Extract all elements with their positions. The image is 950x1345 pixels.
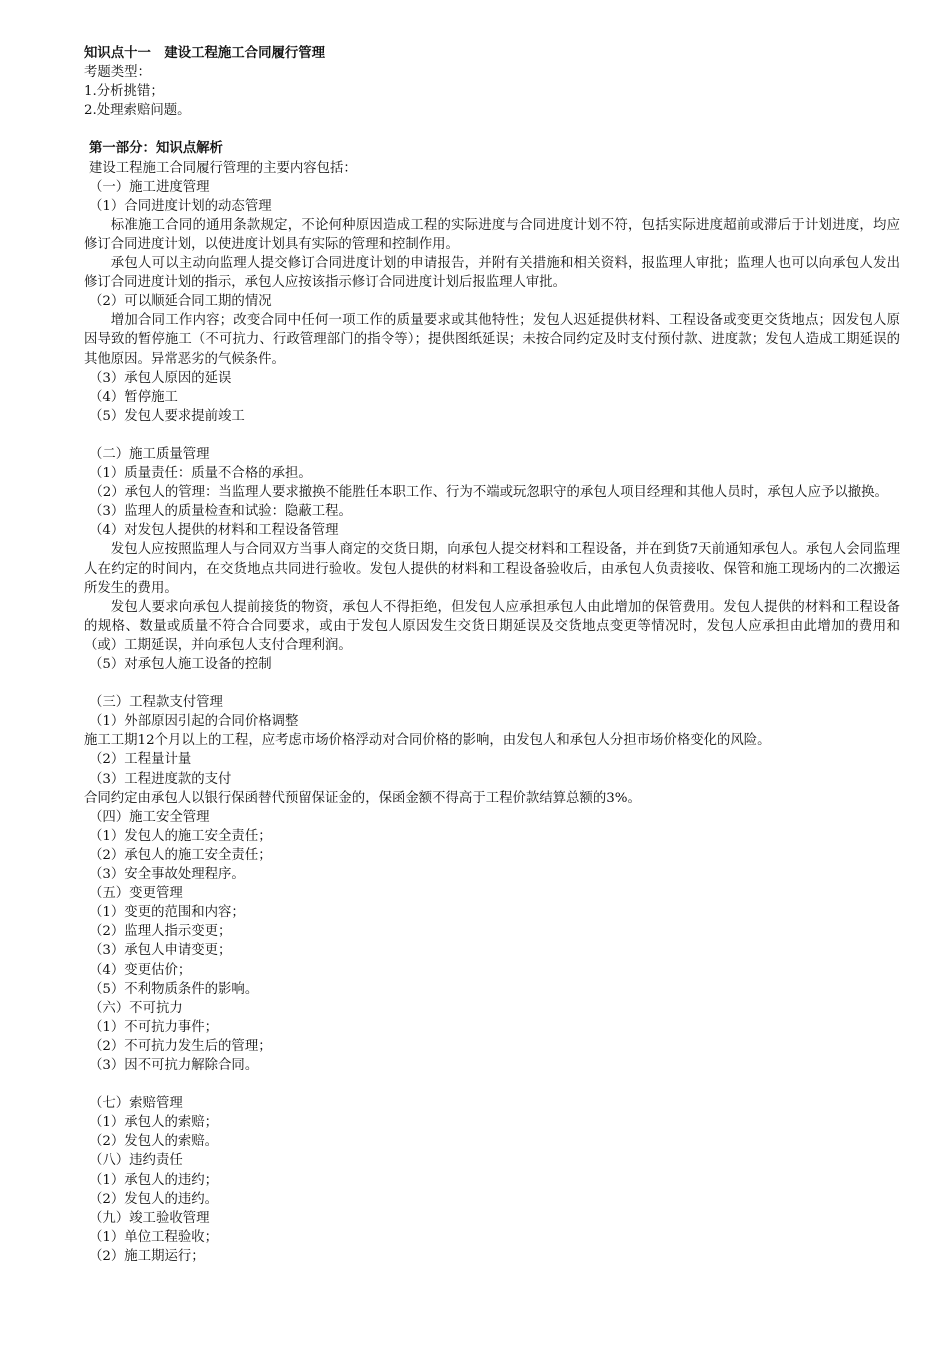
- list-item: （3）因不可抗力解除合同。: [89, 1057, 259, 1073]
- sub-item: （3）工程进度款的支付: [89, 771, 232, 787]
- list-item: （2）承包人的施工安全责任；: [89, 847, 272, 863]
- section-heading: （五）变更管理: [89, 886, 183, 902]
- list-item: （1）不可抗力事件；: [89, 1019, 219, 1035]
- intro-line: 1.分析挑错；: [84, 84, 164, 100]
- spacer: [84, 674, 900, 693]
- list-item: （1）承包人的违约；: [89, 1172, 219, 1188]
- paragraph: 增加合同工作内容；改变合同中任何一项工作的质量要求或其他特性；发包人迟延提供材料、工程设备或变更交货地点；因发包人原因导致的暂停施工（不可抗力、行政管理部门的指令等）；提供图纸延误；未按合同约定及时支付预付款、进度款；发包人造成工期延误的其他原因。异常恶劣的气候条件。: [84, 313, 900, 367]
- section-heading: （二）施工质量管理: [89, 446, 210, 462]
- paragraph: 发包人应按照监理人与合同双方当事人商定的交货日期，向承包人提交材料和工程设备，并在到货7天前通知承包人。承包人会同监理人在约定的时间内，在交货地点共同进行验收。发包人提供的材料和工程设备验收后，由承包人负责接收、保管和施工现场内的二次搬运所发生的费用。: [84, 542, 900, 596]
- intro-line: 考题类型：: [84, 65, 151, 81]
- section-heading: （四）施工安全管理: [89, 809, 210, 825]
- section-heading: （七）索赔管理: [89, 1096, 183, 1112]
- sub-item: （3）监理人的质量检查和试验：隐蔽工程。: [89, 504, 352, 520]
- list-item: （1）发包人的施工安全责任；: [89, 828, 272, 844]
- paragraph: 发包人要求向承包人提前接货的物资，承包人不得拒绝，但发包人应承担承包人由此增加的保管费用。发包人提供的材料和工程设备的规格、数量或质量不符合合同要求，或由于发包人原因发生交货日期延误及交货地点变更等情况时，发包人应承担由此增加的费用和（或）工期延误，并向承包人支付合理利润。: [84, 599, 900, 653]
- list-item: （1）单位工程验收；: [89, 1229, 219, 1245]
- sub-item: （1）外部原因引起的合同价格调整: [89, 714, 299, 730]
- list-item: （1）承包人的索赔；: [89, 1115, 219, 1131]
- sub-item: （4）对发包人提供的材料和工程设备管理: [89, 523, 339, 539]
- paragraph: 承包人可以主动向监理人提交修订合同进度计划的申请报告，并附有关措施和相关资料，报监理人审批；监理人也可以向承包人发出修订合同进度计划的指示，承包人应按该指示修订合同进度计划后报监理人审批。: [84, 256, 900, 291]
- document-page: [84, 44, 900, 1266]
- sub-item: （1）合同进度计划的动态管理: [89, 198, 272, 214]
- body-text: 合同约定由承包人以银行保函替代预留保证金的，保函金额不得高于工程价款结算总额的3%。: [84, 790, 641, 806]
- list-item: （2）不可抗力发生后的管理；: [89, 1038, 272, 1054]
- list-item: （2）发包人的违约。: [89, 1191, 219, 1207]
- spacer: [84, 1075, 900, 1094]
- list-item: （3）安全事故处理程序。: [89, 867, 245, 883]
- part-heading: 第一部分：知识点解析: [89, 140, 223, 157]
- spacer: [84, 426, 900, 445]
- sub-item: （1）质量责任：质量不合格的承担。: [89, 466, 312, 482]
- doc-title: 知识点十一 建设工程施工合同履行管理: [84, 45, 326, 61]
- section-heading: （九）竣工验收管理: [89, 1210, 210, 1226]
- list-item: （2）监理人指示变更；: [89, 924, 232, 940]
- section-heading: （八）违约责任: [89, 1153, 183, 1169]
- list-item: （2）施工期运行；: [89, 1248, 205, 1264]
- list-item: （1）变更的范围和内容；: [89, 905, 245, 921]
- sub-item: （3）承包人原因的延误: [89, 370, 232, 386]
- section-heading: （六）不可抗力: [89, 1000, 183, 1016]
- sub-item: （4）暂停施工: [89, 389, 178, 405]
- sub-item: （2）可以顺延合同工期的情况: [89, 294, 272, 310]
- list-item: （3）承包人申请变更；: [89, 943, 232, 959]
- spacer: [84, 120, 900, 139]
- list-item: （4）变更估价；: [89, 962, 192, 978]
- intro-line: 2.处理索赔问题。: [84, 103, 191, 119]
- body-text: 施工工期12个月以上的工程，应考虑市场价格浮动对合同价格的影响，由发包人和承包人分担市场价格变化的风险。: [84, 733, 771, 749]
- list-item: （5）不利物质条件的影响。: [89, 981, 259, 997]
- lead-text: 建设工程施工合同履行管理的主要内容包括：: [89, 160, 357, 176]
- sub-item: （5）发包人要求提前竣工: [89, 408, 245, 424]
- sub-item-paragraph: （2）承包人的管理：当监理人要求撤换不能胜任本职工作、行为不端或玩忽职守的承包人项目经理和其他人员时，承包人应予以撤换。: [89, 485, 888, 501]
- paragraph: 标准施工合同的通用条款规定，不论何种原因造成工程的实际进度与合同进度计划不符，包括实际进度超前或滞后于计划进度，均应修订合同进度计划，以使进度计划具有实际的管理和控制作用。: [84, 217, 900, 252]
- list-item: （2）发包人的索赔。: [89, 1134, 219, 1150]
- sub-item: （5）对承包人施工设备的控制: [89, 657, 272, 672]
- section-heading: （三）工程款支付管理: [89, 695, 223, 711]
- sub-item: （2）工程量计量: [89, 752, 192, 768]
- section-heading: （一）施工进度管理: [89, 179, 210, 195]
